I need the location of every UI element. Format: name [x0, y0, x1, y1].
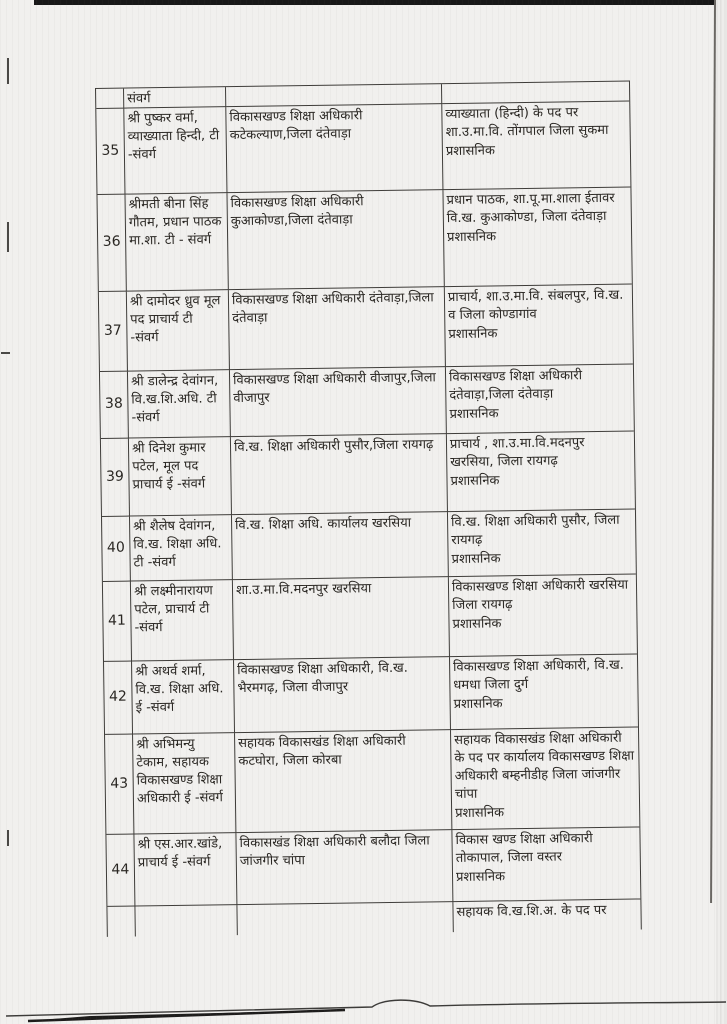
category-label: प्रशासनिक — [453, 696, 503, 712]
posting-cell — [448, 510, 636, 578]
posting-cell — [442, 102, 630, 191]
office-cell: वि.ख. शिक्षा अधिकारी पुसौर,जिला रायगढ़ — [231, 434, 448, 515]
posting-cell — [446, 365, 634, 435]
category-label: प्रशासनिक — [455, 805, 505, 821]
serial-cell: 37 — [99, 292, 128, 372]
posting-cell — [447, 432, 635, 513]
category-label: प्रशासनिक — [448, 326, 498, 342]
category-label: प्रशासनिक — [445, 143, 495, 159]
serial-cell: 38 — [100, 372, 129, 439]
header-partial-cell: संवर्ग — [124, 87, 226, 108]
category-label: प्रशासनिक — [449, 406, 499, 422]
scan-edge-mark — [7, 830, 9, 846]
office-cell: वि.ख. शिक्षा अधि. कार्यालय खरसिया — [232, 512, 449, 580]
serial-cell: 43 — [105, 735, 134, 835]
posting-cell — [442, 82, 629, 105]
posting-cell — [449, 574, 637, 657]
serial-cell: 42 — [104, 662, 133, 735]
serial-cell: 40 — [102, 517, 131, 582]
category-label: प्रशासनिक — [452, 616, 502, 632]
office-cell: सहायक विकासखंड शिक्षा अधिकारी कटघोरा, जिला कोरबा — [235, 730, 452, 833]
posting-cell: सहायक वि.ख.शि.अ. के पद पर — [456, 902, 607, 921]
serial-cell: 39 — [101, 439, 130, 517]
scan-bottom-curve — [0, 993, 727, 1024]
name-cell: श्री दिनेश कुमार पटेल, मूल पद प्राचार्य ई -संवर्ग — [129, 437, 232, 516]
category-label: प्रशासनिक — [451, 551, 501, 567]
office-cell: विकासखण्ड शिक्षा अधिकारी दंतेवाड़ा,जिला दंतेवाड़ा — [229, 287, 446, 370]
scan-edge-mark — [7, 58, 9, 84]
posting-text: विकास खण्ड शिक्षा अधिकारी तोकापाल, जिला वस्तर — [455, 831, 593, 866]
posting-cell — [451, 727, 639, 830]
name-cell: श्रीमती बीना सिंह गौतम, प्रधान पाठक मा.शा. टी - संवर्ग — [125, 193, 228, 291]
posting-text: प्रधान पाठक, शा.पू.मा.शाला ईतावर वि.ख. कुआकोण्डा, जिला दंतेवाड़ा — [446, 190, 615, 227]
office-cell: शा.उ.मा.वि.मदनपुर खरसिया — [233, 577, 450, 660]
office-cell: विकासखण्ड शिक्षा अधिकारी कुआकोण्डा,जिला दंतेवाड़ा — [227, 190, 444, 290]
name-cell: श्री अथर्व शर्मा, वि.ख. शिक्षा अधि. ई -संवर्ग — [132, 660, 235, 734]
office-cell: विकासखंड शिक्षा अधिकारी बलौदा जिला जांजगीर चांपा — [236, 830, 453, 905]
serial-cell: 36 — [97, 195, 126, 292]
serial-cell — [96, 89, 124, 109]
scan-top-bar — [34, 0, 727, 5]
serial-cell — [107, 907, 135, 937]
serial-cell: 44 — [106, 835, 135, 907]
scan-edge-mark — [7, 222, 9, 252]
serial-cell: 41 — [103, 582, 132, 662]
name-cell: श्री शैलेष देवांगन, वि.ख. शिक्षा अधि. टी -संवर्ग — [130, 515, 233, 581]
name-cell: श्री एस.आर.खांडे, प्राचार्य ई -संवर्ग — [134, 833, 237, 906]
category-label: प्रशासनिक — [447, 229, 497, 245]
posting-cell — [445, 285, 633, 368]
category-label: प्रशासनिक — [450, 473, 500, 489]
posting-text: प्राचार्य , शा.उ.मा.वि.मदनपुर खरसिया, जिला रायगढ़ — [449, 435, 585, 471]
posting-text: व्याख्याता (हिन्दी) के पद पर शा.उ.मा.वि. तोंगपाल जिला सुकमा — [445, 105, 609, 141]
name-cell: श्री दामोदर ध्रुव मूल पद प्राचार्य टी -संवर्ग — [127, 290, 230, 371]
name-cell — [135, 905, 237, 936]
posting-cell — [443, 188, 631, 288]
name-cell: श्री लक्ष्मीनारायण पटेल, प्राचार्य टी -संवर्ग — [131, 580, 234, 661]
transfer-orders-table — [95, 81, 642, 937]
category-label: प्रशासनिक — [455, 869, 506, 885]
posting-text: प्राचार्य, शा.उ.मा.वि. संबलपुर, वि.ख. व जिला कोण्डागांव — [447, 287, 624, 324]
office-cell: विकासखण्ड शिक्षा अधिकारी वीजापुर,जिला वीजापुर — [230, 367, 447, 437]
posting-text: सहायक विकासखंड शिक्षा अधिकारी के पद पर कार्यालय विकासखण्ड शिक्षा अधिकारी बम्हनीडीह जिला जांजगीर चांपा — [454, 730, 635, 802]
posting-cell — [452, 827, 640, 902]
posting-text: विकासखण्ड शिक्षा अधिकारी, वि.ख. धमधा जिला दुर्ग — [453, 657, 624, 693]
scan-right-band — [716, 0, 727, 1024]
office-cell: विकासखण्ड शिक्षा अधिकारी, वि.ख. भैरमगढ़, जिला वीजापुर — [234, 657, 451, 733]
scan-edge-mark — [1, 352, 10, 354]
serial-cell: 35 — [96, 109, 125, 195]
posting-text: विकासखण्ड शिक्षा अधिकारी दंतेवाड़ा,जिला दंतेवाड़ा — [448, 368, 583, 404]
posting-text: वि.ख. शिक्षा अधिकारी पुसौर, जिला रायगढ़ — [450, 512, 620, 549]
name-cell: श्री डालेन्द्र देवांगन, वि.ख.शि.अधि. टी -संवर्ग — [128, 370, 231, 438]
office-cell — [237, 902, 453, 935]
posting-cell — [450, 654, 638, 730]
name-cell: श्री अभिमन्यु टेकाम, सहायक विकासखण्ड शिक्षा अधिकारी ई -संवर्ग — [133, 733, 236, 834]
name-cell: श्री पुष्कर वर्मा, व्याख्याता हिन्दी, टी -संवर्ग — [124, 107, 227, 194]
posting-text: विकासखण्ड शिक्षा अधिकारी खरसिया जिला रायगढ़ — [451, 577, 629, 613]
office-cell: विकासखण्ड शिक्षा अधिकारी कटेकल्याण,जिला दंतेवाड़ा — [226, 104, 443, 193]
